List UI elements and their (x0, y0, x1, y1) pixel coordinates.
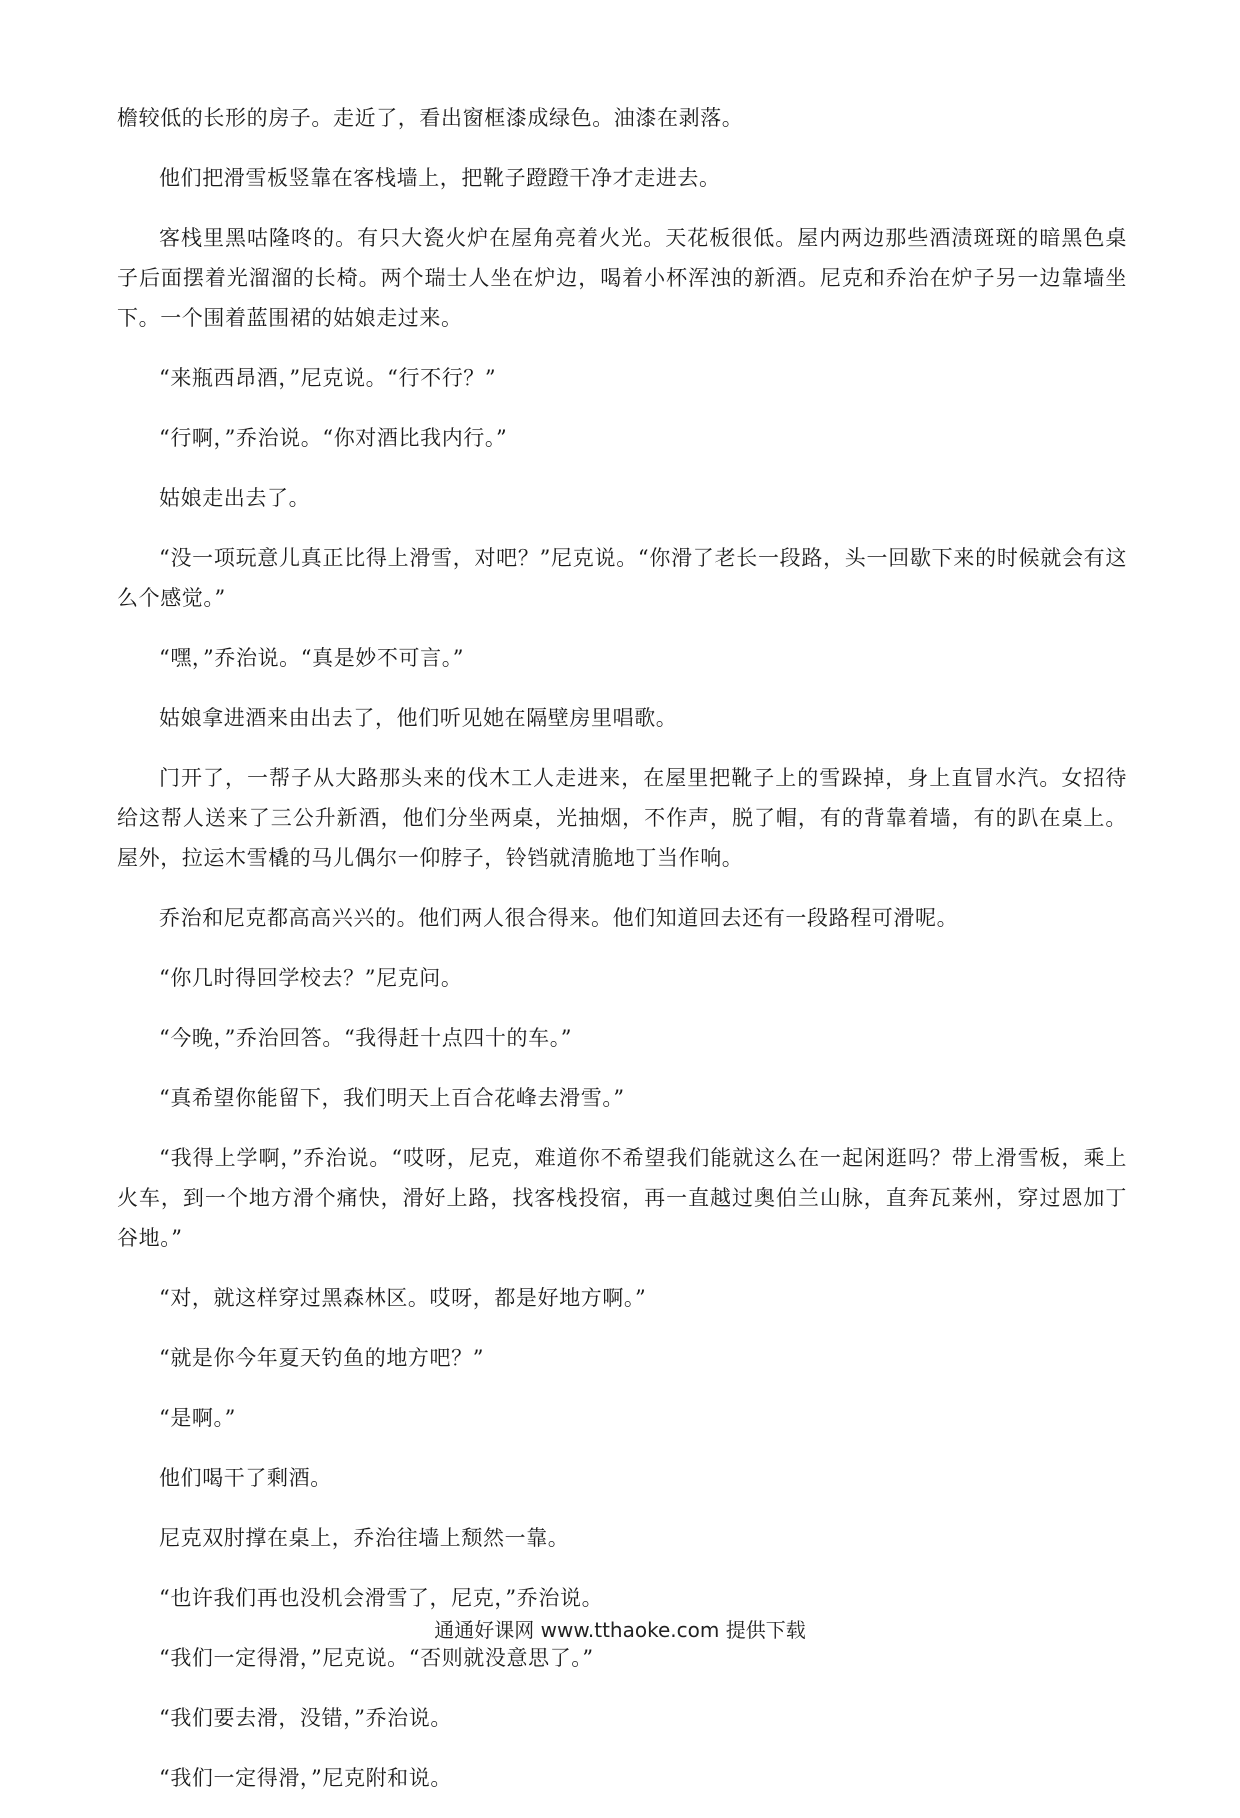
paragraph: “行啊，”乔治说。“你对酒比我内行。” (159, 426, 508, 450)
paragraph: “嘿，”乔治说。“真是妙不可言。” (159, 646, 465, 670)
paragraph: 他们把滑雪板竖靠在客栈墙上，把靴子蹬蹬干净才走进去。 (159, 166, 721, 190)
paragraph: 乔治和尼克都高高兴兴的。他们两人很合得来。他们知道回去还有一段路程可滑呢。 (159, 906, 959, 930)
paragraph: “没一项玩意儿真正比得上滑雪，对吧？”尼克说。“你滑了老长一段路，头一回歇下来的时候就会有这么个感觉。” (117, 546, 1127, 610)
paragraph: “今晚，”乔治回答。“我得赶十点四十的车。” (159, 1026, 573, 1050)
paragraph: 他们喝干了剩酒。 (159, 1466, 332, 1490)
paragraph: 檐较低的长形的房子。走近了，看出窗框漆成绿色。油漆在剥落。 (117, 106, 744, 130)
paragraph: 门开了，一帮子从大路那头来的伐木工人走进来，在屋里把靴子上的雪跺掉，身上直冒水汽。女招待给这帮人送来了三公升新酒，他们分坐两桌，光抽烟，不作声，脱了帽，有的背靠着墙，有的趴在桌上。屋外，拉运木雪橇的马儿偶尔一仰脖子，铃铛就清脆地丁当作响。 (117, 766, 1127, 870)
paragraph: “我们要去滑，没错，”乔治说。 (159, 1706, 452, 1730)
paragraph: “我得上学啊，”乔治说。“哎呀，尼克，难道你不希望我们能就这么在一起闲逛吗？带上滑雪板，乘上火车，到一个地方滑个痛快，滑好上路，找客栈投宿，再一直越过奥伯兰山脉，直奔瓦莱州，穿过恩加丁谷地。” (117, 1146, 1127, 1250)
paragraph: “是啊。” (159, 1406, 236, 1430)
paragraph: “我们一定得滑，”尼克附和说。 (159, 1766, 452, 1790)
paragraph: “来瓶西昂酒，”尼克说。“行不行？” (159, 366, 497, 390)
paragraph: “对，就这样穿过黑森林区。哎呀，都是好地方啊。” (159, 1286, 647, 1310)
paragraph: 尼克双肘撑在桌上，乔治往墙上颓然一靠。 (159, 1526, 570, 1550)
paragraph: 客栈里黑咕隆咚的。有只大瓷火炉在屋角亮着火光。天花板很低。屋内两边那些酒渍斑斑的暗黑色桌子后面摆着光溜溜的长椅。两个瑞士人坐在炉边，喝着小杯浑浊的新酒。尼克和乔治在炉子另一边靠墙坐下。一个围着蓝围裙的姑娘走过来。 (117, 226, 1127, 330)
paragraph: “真希望你能留下，我们明天上百合花峰去滑雪。” (159, 1086, 625, 1110)
paragraph: 姑娘拿进酒来由出去了，他们听见她在隔壁房里唱歌。 (159, 706, 678, 730)
paragraph: “我们一定得滑，”尼克说。“否则就没意思了。” (159, 1646, 594, 1670)
paragraph: “你几时得回学校去？”尼克问。 (159, 966, 463, 990)
document-body (117, 98, 1127, 1818)
paragraph: “也许我们再也没机会滑雪了，尼克，”乔治说。 (159, 1586, 604, 1610)
paragraph: “就是你今年夏天钓鱼的地方吧？” (159, 1346, 485, 1370)
page-footer: 通通好课网 www.tthaoke.com 提供下载 (434, 1618, 806, 1642)
paragraph: 姑娘走出去了。 (159, 486, 311, 510)
